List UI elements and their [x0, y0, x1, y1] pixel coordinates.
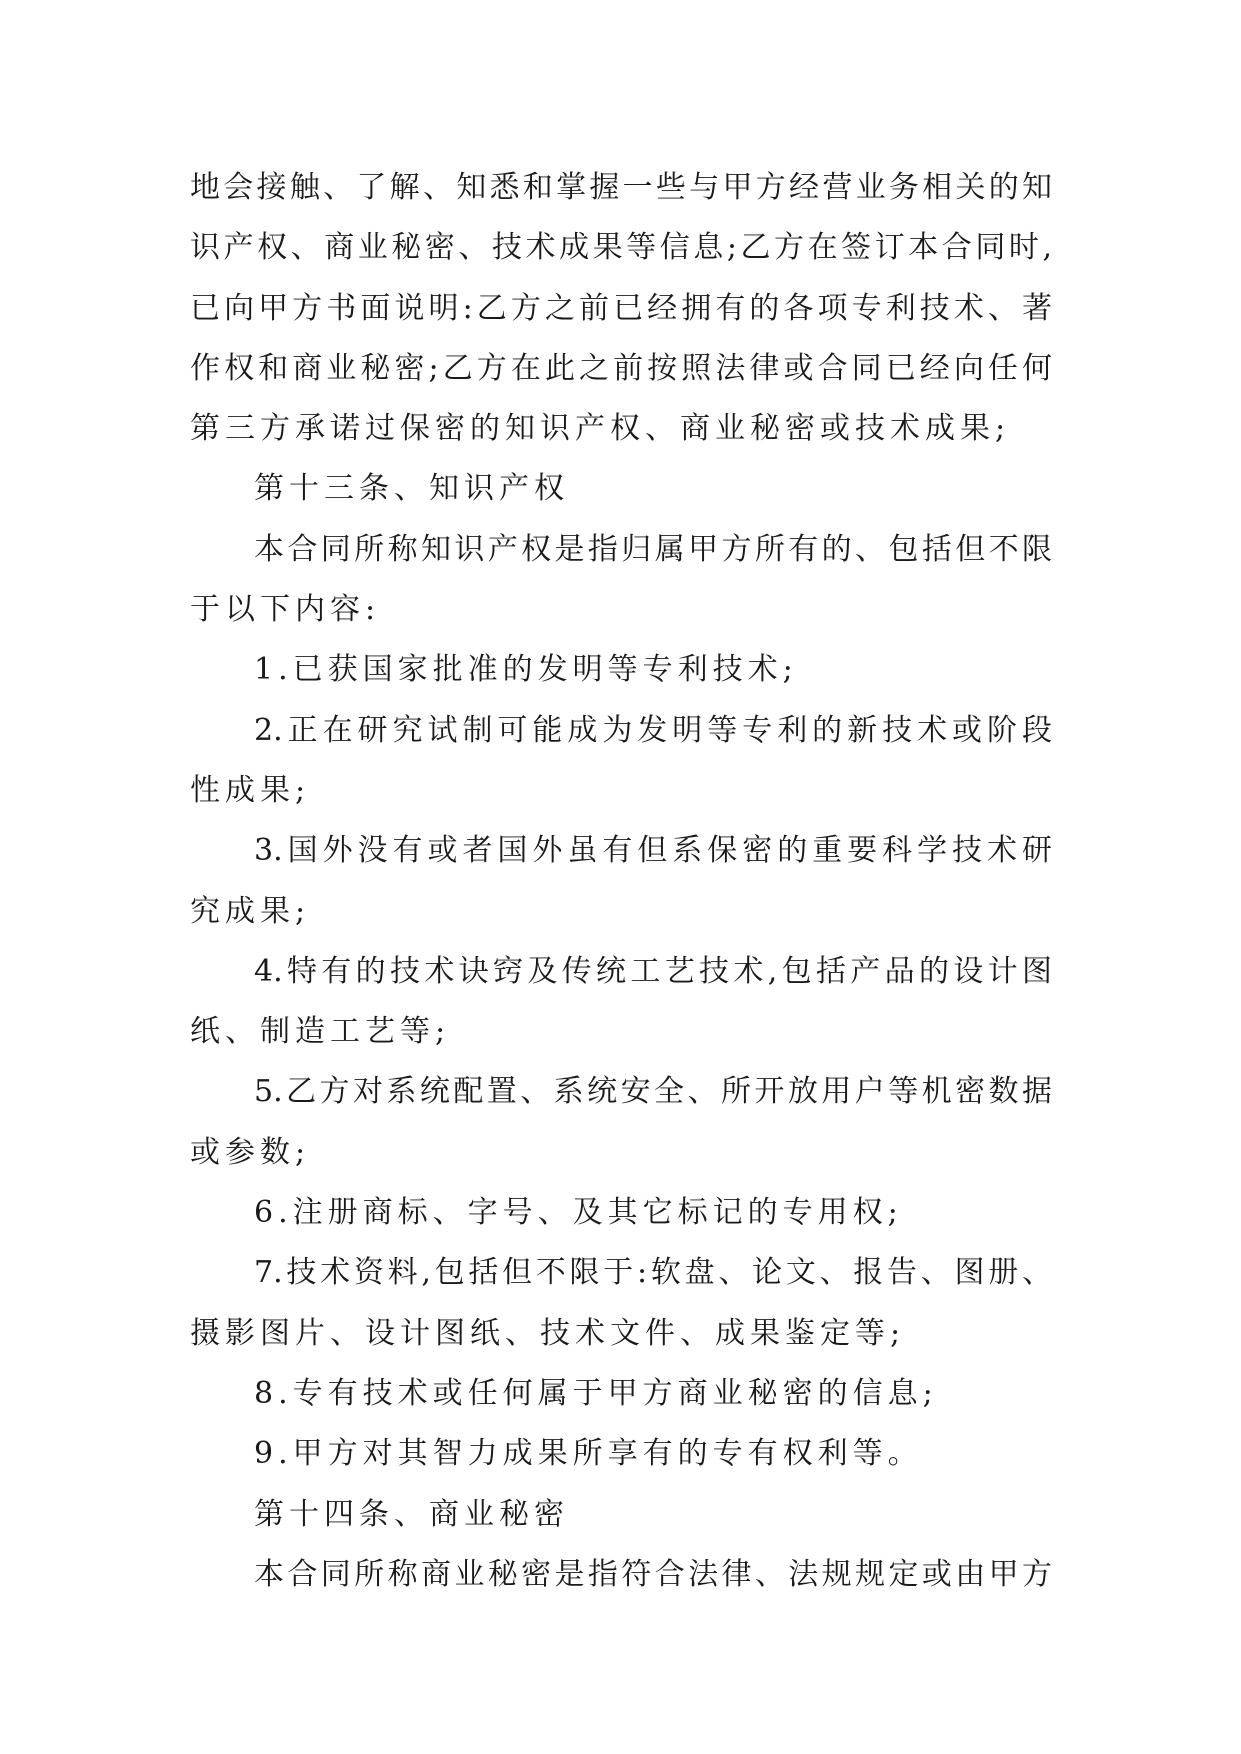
body-line: 地会接触、了解、知悉和掌握一些与甲方经营业务相关的知 — [190, 170, 1052, 205]
body-line: 识产权、商业秘密、技术成果等信息;乙方在签订本合同时, — [190, 230, 1052, 266]
list-item-4: 4.特有的技术诀窍及传统工艺技术,包括产品的设计图 — [254, 953, 1052, 989]
list-item-5-cont: 或参数; — [190, 1134, 311, 1170]
body-line: 已向甲方书面说明:乙方之前已经拥有的各项专利技术、著 — [190, 290, 1052, 326]
body-line: 本合同所称商业秘密是指符合法律、法规规定或由甲方 — [254, 1556, 1052, 1592]
body-line: 于以下内容: — [190, 592, 381, 628]
section-heading-13: 第十三条、知识产权 — [254, 471, 569, 507]
list-item-3-cont: 究成果; — [190, 893, 311, 929]
list-item-9: 9.甲方对其智力成果所享有的专有权利等。 — [254, 1436, 923, 1472]
body-line: 本合同所称知识产权是指归属甲方所有的、包括但不限 — [254, 531, 1052, 567]
list-item-3: 3.国外没有或者国外虽有但系保密的重要科学技术研 — [254, 833, 1052, 869]
list-item-4-cont: 纸、制造工艺等; — [190, 1014, 451, 1050]
list-item-7-cont: 摄影图片、设计图纸、技术文件、成果鉴定等; — [190, 1315, 906, 1351]
list-item-8: 8.专有技术或任何属于甲方商业秘密的信息; — [254, 1375, 938, 1411]
list-item-5: 5.乙方对系统配置、系统安全、所开放用户等机密数据 — [254, 1074, 1052, 1110]
body-line: 第三方承诺过保密的知识产权、商业秘密或技术成果; — [190, 411, 1011, 447]
list-item-6: 6.注册商标、字号、及其它标记的专用权; — [254, 1195, 903, 1231]
list-item-1: 1.已获国家批准的发明等专利技术; — [254, 652, 798, 688]
list-item-2: 2.正在研究试制可能成为发明等专利的新技术或阶段 — [254, 712, 1052, 748]
document-body — [190, 158, 1052, 1605]
section-heading-14: 第十四条、商业秘密 — [254, 1496, 569, 1532]
body-line: 作权和商业秘密;乙方在此之前按照法律或合同已经向任何 — [190, 350, 1052, 386]
list-item-7: 7.技术资料,包括但不限于:软盘、论文、报告、图册、 — [254, 1255, 1052, 1291]
list-item-2-cont: 性成果; — [190, 772, 311, 808]
